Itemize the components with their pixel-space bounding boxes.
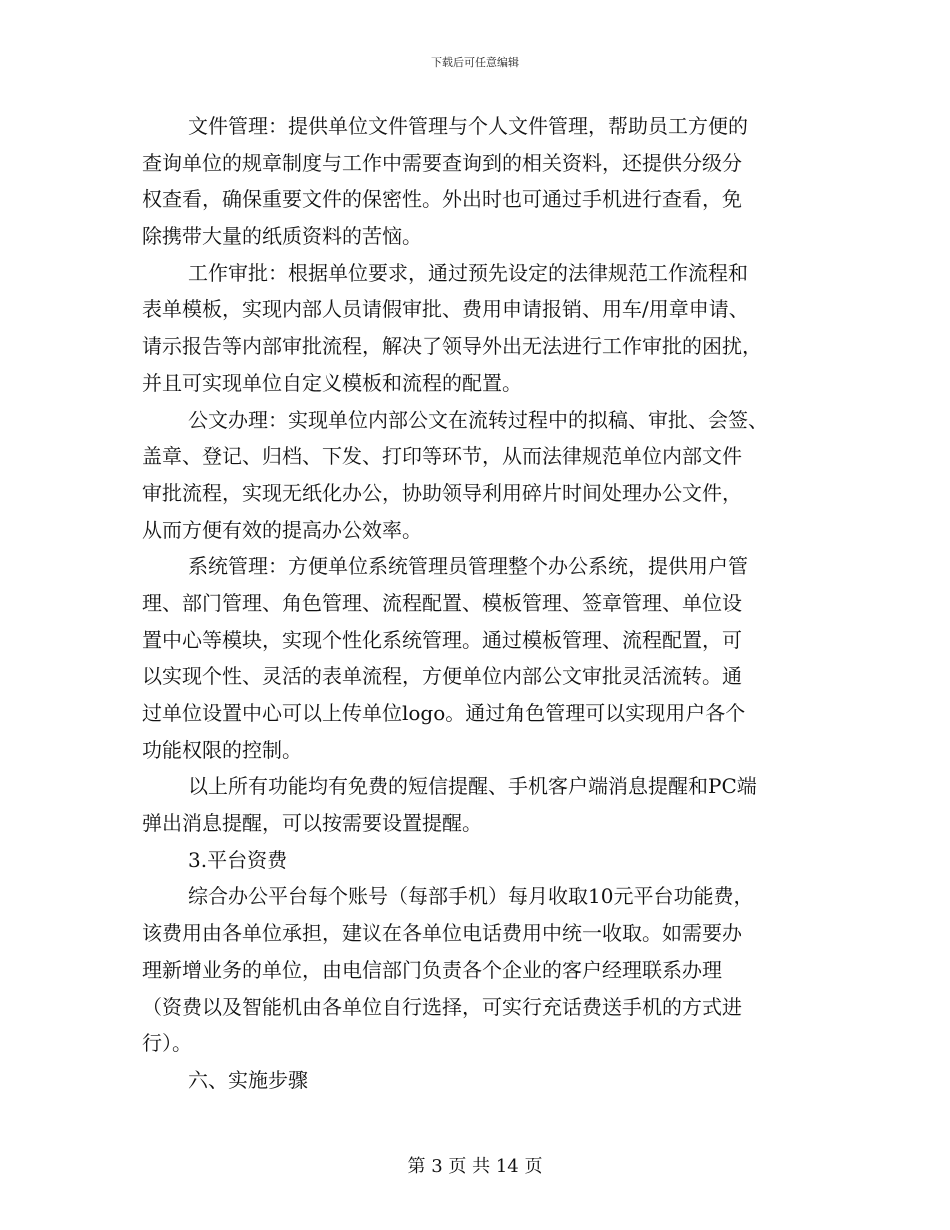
- paragraph-line: 从而方便有效的提高办公效率。: [142, 517, 422, 542]
- paragraph-line: 文件管理：提供单位文件管理与个人文件管理，帮助员工方便的: [188, 114, 748, 138]
- document-body: [142, 108, 832, 1099]
- paragraph-line: 过单位设置中心可以上传单位logo。通过角色管理可以实现用户各个: [142, 701, 746, 725]
- paragraph-line: 除携带大量的纸质资料的苦恼。: [142, 224, 422, 249]
- paragraph-line: 功能权限的控制。: [142, 737, 302, 762]
- paragraph-line: 弹出消息提醒，可以按需要设置提醒。: [142, 811, 482, 836]
- page-header: 下载后可任意编辑: [431, 56, 519, 69]
- paragraph-line: 该费用由各单位承担，建议在各单位电话费用中统一收取。如需要办: [142, 921, 742, 946]
- paragraph-line: 公文办理：实现单位内部公文在流转过程中的拟稿、审批、会签、: [188, 407, 768, 432]
- paragraph-line: 行）。: [142, 1031, 192, 1056]
- paragraph-line: 盖章、登记、归档、下发、打印等环节，从而法律规范单位内部文件: [142, 444, 742, 469]
- section-heading: 3.平台资费: [188, 847, 288, 872]
- paragraph-line: 理、部门管理、角色管理、流程配置、模板管理、签章管理、单位设: [142, 590, 742, 615]
- paragraph-line: 综合办公平台每个账号（每部手机）每月收取10元平台功能费，: [188, 884, 754, 909]
- paragraph-line: 系统管理：方便单位系统管理员管理整个办公系统，提供用户管: [188, 554, 748, 579]
- paragraph-line: 请示报告等内部审批流程，解决了领导外出无法进行工作审批的困扰，: [142, 334, 762, 359]
- paragraph-line: 置中心等模块，实现个性化系统管理。通过模板管理、流程配置，可: [142, 627, 742, 652]
- paragraph-line: 工作审批：根据单位要求，通过预先设定的法律规范工作流程和: [188, 260, 748, 285]
- paragraph-line: 以实现个性、灵活的表单流程，方便单位内部公文审批灵活流转。通: [142, 664, 742, 689]
- paragraph-line: 审批流程，实现无纸化办公，协助领导利用碎片时间处理办公文件，: [142, 480, 742, 505]
- paragraph-line: 查询单位的规章制度与工作中需要查询到的相关资料，还提供分级分: [142, 150, 742, 175]
- paragraph-line: 权查看，确保重要文件的保密性。外出时也可通过手机进行查看，免: [142, 187, 742, 212]
- page-footer: 第 3 页 共 14 页: [407, 1156, 543, 1177]
- paragraph-line: （资费以及智能机由各单位自行选择，可实行充话费送手机的方式进: [142, 994, 742, 1019]
- paragraph-line: 并且可实现单位自定义模板和流程的配置。: [142, 370, 522, 395]
- paragraph-line: 理新增业务的单位，由电信部门负责各个企业的客户经理联系办理: [142, 957, 722, 982]
- section-heading: 六、实施步骤: [188, 1067, 308, 1092]
- paragraph-line: 以上所有功能均有免费的短信提醒、手机客户端消息提醒和PC端: [188, 774, 757, 799]
- paragraph-line: 表单模板，实现内部人员请假审批、费用申请报销、用车/用章申请、: [142, 297, 749, 322]
